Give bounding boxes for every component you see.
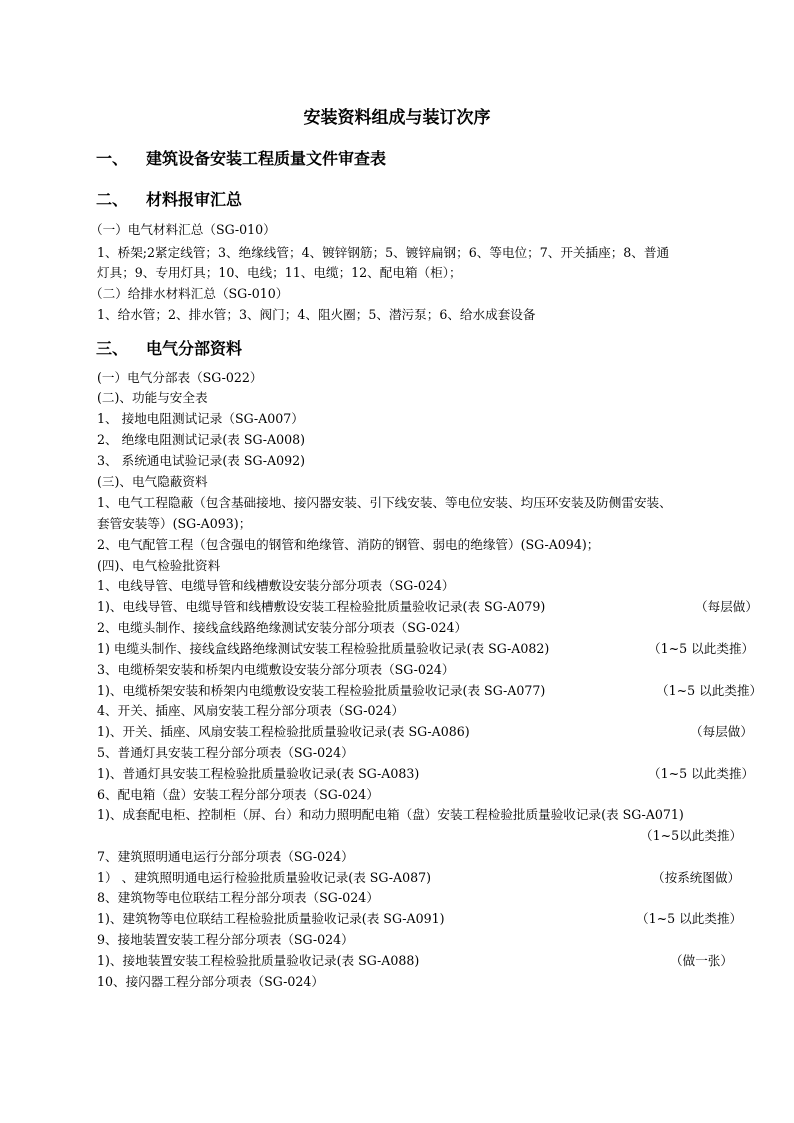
list-item: 1)、普通灯具安装工程检验批质量验收记录(表 SG-A083): [97, 766, 420, 781]
list-item: 1)、接地装置安装工程检验批质量验收记录(表 SG-A088): [97, 953, 420, 968]
list-item-note: （1~5 以此类推）: [648, 766, 755, 781]
section-heading-2: [96, 189, 242, 211]
list-item: 1)、开关、插座、风扇安装工程检验批质量验收记录(表 SG-A086): [97, 724, 470, 739]
list-item-note: （每层做）: [695, 599, 758, 614]
list-item: 8、建筑物等电位联结工程分部分项表（SG-024）: [97, 890, 379, 905]
section-title: 建筑设备安装工程质量文件审查表: [146, 149, 387, 168]
list-item-note: （1~5 以此类推）: [648, 641, 755, 656]
section-heading-1: [96, 148, 386, 170]
section-number: 二、: [96, 190, 129, 209]
list-item: (四)、电气检验批资料: [97, 558, 221, 573]
list-item: 1)、成套配电柜、控制柜（屏、台）和动力照明配电箱（盘）安装工程检验批质量验收记录(表 SG-A071): [97, 807, 684, 822]
list-item: （一）电气材料汇总（SG-010）: [90, 222, 276, 237]
list-item-note: （1~5以此类推）: [640, 828, 743, 843]
list-item: 3、 系统通电试验记录(表 SG-A092): [97, 453, 306, 468]
list-item: (一）电气分部表（SG-022）: [97, 370, 263, 385]
list-item-note: （按系统图做）: [652, 870, 741, 885]
list-item: 1） 、建筑照明通电运行检验批质量验收记录(表 SG-A087): [97, 870, 432, 885]
list-item: 10、接闪器工程分部分项表（SG-024）: [97, 974, 324, 989]
list-item: 1、给水管；2、排水管；3、阀门；4、阻火圈；5、潜污泵；6、给水成套设备: [97, 307, 536, 322]
list-item-note: （1~5 以此类推）: [636, 911, 743, 926]
list-item: 套管安装等）(SG-A093)；: [97, 516, 252, 531]
list-item: 1)、建筑物等电位联结工程检验批质量验收记录(表 SG-A091): [97, 911, 445, 926]
list-item: (二)、功能与安全表: [97, 390, 208, 405]
list-item-note: （每层做）: [690, 724, 753, 739]
list-item: 2、电气配管工程（包含强电的钢管和绝缘管、消防的钢管、弱电的绝缘管）(SG-A094)；: [97, 537, 600, 552]
document-title: 安装资料组成与装订次序: [303, 108, 491, 128]
list-item-note: （1~5 以此类推）: [656, 683, 763, 698]
list-item: 2、电缆头制作、接线盒线路绝缘测试安装分部分项表（SG-024）: [97, 620, 468, 635]
list-item: 灯具；9、专用灯具；10、电线；11、电缆；12、配电箱（柜）；: [97, 265, 462, 280]
list-item: 5、普通灯具安装工程分部分项表（SG-024）: [97, 745, 354, 760]
list-item: 7、建筑照明通电运行分部分项表（SG-024）: [97, 849, 354, 864]
list-item: 1、电气工程隐蔽（包含基础接地、接闪器安装、引下线安装、等电位安装、均压环安装及防侧雷安装、: [97, 495, 672, 510]
list-item: 1、桥架;2紧定线管；3、绝缘线管；4、镀锌钢筋；5、镀锌扁钢；6、等电位；7、开关插座；8、普通: [97, 245, 670, 260]
list-item: 2、 绝缘电阻测试记录(表 SG-A008): [97, 432, 306, 447]
list-item: 9、接地装置安装工程分部分项表（SG-024）: [97, 932, 354, 947]
section-number: 一、: [96, 149, 129, 168]
list-item: 4、开关、插座、风扇安装工程分部分项表（SG-024）: [97, 703, 405, 718]
list-item-note: （做一张）: [670, 953, 733, 968]
list-item: 1、电线导管、电缆导管和线槽敷设安装分部分项表（SG-024）: [97, 578, 455, 593]
list-item: (三)、电气隐蔽资料: [97, 474, 208, 489]
list-item: 1)、电线导管、电缆导管和线槽敷设安装工程检验批质量验收记录(表 SG-A079): [97, 599, 546, 614]
list-item: 1)、电缆桥架安装和桥架内电缆敷设安装工程检验批质量验收记录(表 SG-A077): [97, 683, 546, 698]
list-item: 3、电缆桥架安装和桥架内电缆敷设安装分部分项表（SG-024）: [97, 662, 455, 677]
section-heading-3: [96, 338, 242, 360]
section-title: 电气分部资料: [146, 339, 243, 358]
section-number: 三、: [96, 339, 129, 358]
section-title: 材料报审汇总: [146, 190, 243, 209]
list-item: 1) 电缆头制作、接线盒线路绝缘测试安装工程检验批质量验收记录(表 SG-A082): [97, 641, 550, 656]
list-item: 1、 接地电阻测试记录（SG-A007）: [97, 411, 304, 426]
list-item: 6、配电箱（盘）安装工程分部分项表（SG-024）: [97, 787, 379, 802]
list-item: （二）给排水材料汇总（SG-010）: [90, 286, 289, 301]
